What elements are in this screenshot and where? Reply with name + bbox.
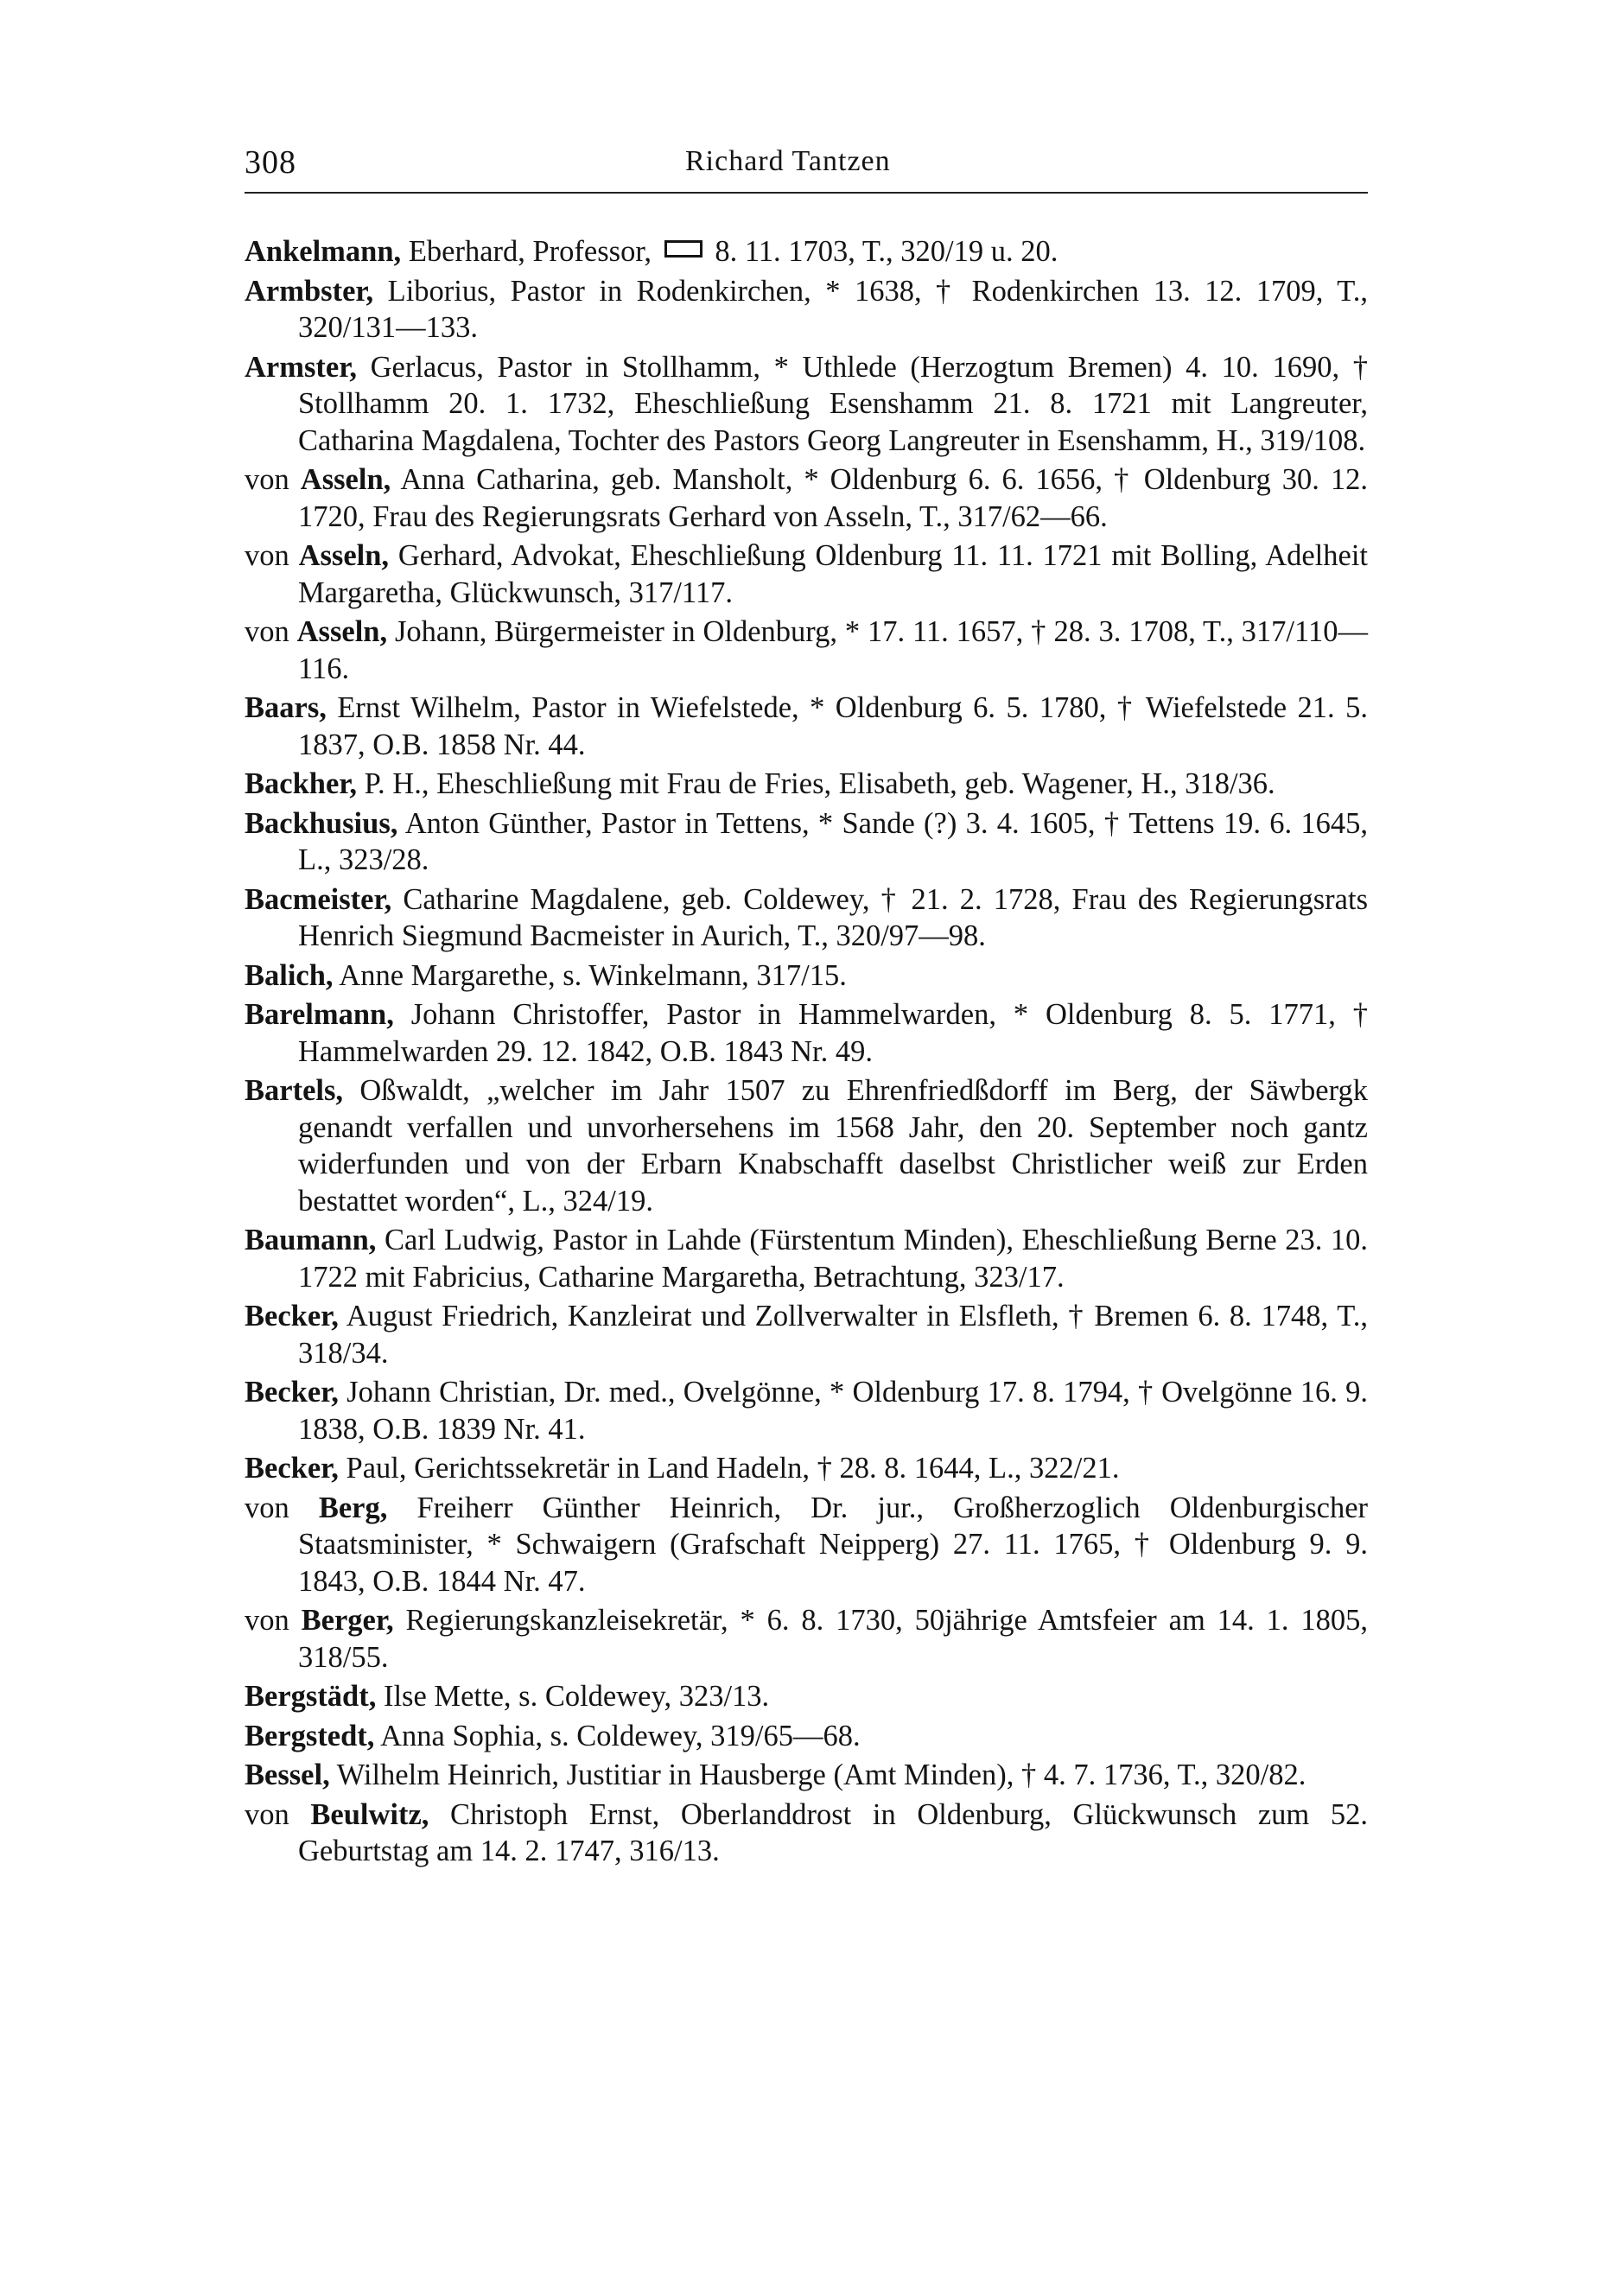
entry-text: Johann, Bürgermeister in Oldenburg, * 17. 11. 1657, † 28. 3. 1708, T., 317/110—116. [298, 615, 1368, 685]
entry-prefix: von [245, 539, 299, 572]
entry-text: Catharine Magdalene, geb. Coldewey, † 21. 2. 1728, Frau des Regierungsrats Henrich Siegmund Bacmeister in Aurich, T., 320/97—98. [298, 882, 1368, 952]
entry-surname: Balich, [245, 958, 334, 992]
register-entry [245, 1718, 1368, 1755]
entry-prefix: von [245, 1604, 302, 1637]
entry-text: Paul, Gerichtssekretär in Land Hadeln, † 28. 8. 1644, L., 322/21. [338, 1452, 1120, 1485]
entry-surname: Berger, [301, 1604, 394, 1637]
entry-prefix: von [245, 1491, 319, 1524]
entry-text: Liborius, Pastor in Rodenkirchen, * 1638, † Rodenkirchen 13. 12. 1709, T., 320/131—133. [298, 274, 1368, 344]
entry-surname: Baumann, [245, 1224, 377, 1256]
register-entry [245, 1298, 1368, 1371]
entry-prefix: von [245, 615, 297, 648]
entry-surname: Bergstädt, [245, 1680, 377, 1713]
entry-surname: Barelmann, [245, 998, 394, 1031]
entry-surname: Bessel, [245, 1759, 330, 1791]
register-entry [245, 1072, 1368, 1219]
entry-text: Anna Sophia, s. Coldewey, 319/65—68. [374, 1719, 861, 1752]
page-number: 308 [245, 144, 296, 181]
register-entry [245, 537, 1368, 611]
entry-text: Ernst Wilhelm, Pastor in Wiefelstede, * Oldenburg 6. 5. 1780, † Wiefelstede 21. 5. 1837, O.B. 1858 Nr. 44. [298, 691, 1368, 761]
register-entry [245, 614, 1368, 687]
register-entry [245, 957, 1368, 995]
entry-prefix: von [245, 1797, 311, 1831]
register-entry [245, 273, 1368, 347]
register-entry [245, 1490, 1368, 1600]
register-entry [245, 805, 1368, 879]
entry-text: Christoph Ernst, Oberlanddrost in Oldenburg, Glückwunsch zum 52. Geburtstag am 14. 2. 1747, 316/13. [298, 1797, 1369, 1867]
grave-symbol-icon [664, 240, 702, 258]
entry-text: Gerhard, Advokat, Eheschließung Oldenburg 11. 11. 1721 mit Bolling, Adelheit Margaretha, Glückwunsch, 317/117. [298, 539, 1369, 609]
entry-surname: Ankelmann, [245, 235, 402, 268]
running-head: Richard Tantzen [685, 145, 891, 177]
entry-surname: Becker, [245, 1376, 339, 1409]
entry-text: Ilse Mette, s. Coldewey, 323/13. [376, 1680, 770, 1713]
entry-surname: Backhusius, [245, 806, 398, 840]
entry-surname: Becker, [245, 1300, 339, 1332]
entry-text: Johann Christian, Dr. med., Ovelgönne, * Oldenburg 17. 8. 1794, † Ovelgönne 16. 9. 1838, O.B. 1839 Nr. 41. [298, 1376, 1368, 1446]
entry-surname: Baars, [245, 691, 327, 724]
entry-text: Gerlacus, Pastor in Stollhamm, * Uthlede (Herzogtum Bremen) 4. 10. 1690, † Stollhamm 20. 1. 1732, Eheschließung Esenshamm 21. 8. 1721 mit Langreuter, Catharina Magdalena, Tochter des Pastors Georg Langreuter in Esenshamm, H., 319/108. [298, 350, 1368, 457]
entry-text: Eberhard, Professor, [401, 235, 659, 268]
entry-text: 8. 11. 1703, T., 320/19 u. 20. [707, 235, 1058, 268]
register-entry [245, 1797, 1368, 1870]
entry-text: Anna Catharina, geb. Mansholt, * Oldenburg 6. 6. 1656, † Oldenburg 30. 12. 1720, Frau des Regierungsrats Gerhard von Asseln, T., 317/62—66. [298, 463, 1369, 533]
register-entry [245, 1374, 1368, 1447]
entry-surname: Beulwitz, [310, 1797, 429, 1831]
entry-surname: Backher, [245, 767, 358, 800]
entry-text: Wilhelm Heinrich, Justitiar in Hausberge (Amt Minden), † 4. 7. 1736, T., 320/82. [329, 1759, 1306, 1791]
header-rule [245, 192, 1368, 194]
entry-text: Johann Christoffer, Pastor in Hammelwarden, * Oldenburg 8. 5. 1771, † Hammelwarden 29. 12. 1842, O.B. 1843 Nr. 49. [298, 998, 1368, 1068]
entry-surname: Bartels, [245, 1074, 344, 1107]
entry-surname: Asseln, [300, 463, 391, 496]
entry-surname: Asseln, [298, 539, 390, 572]
register-entry [245, 233, 1368, 270]
register-entry [245, 766, 1368, 803]
register-entry [245, 461, 1368, 535]
entry-text: Carl Ludwig, Pastor in Lahde (Fürstentum Minden), Eheschließung Berne 23. 10. 1722 mit Fabricius, Catharine Margaretha, Betrachtung, 323/17. [298, 1224, 1368, 1294]
entry-surname: Armbster, [245, 274, 374, 308]
entry-text: Anne Margarethe, s. Winkelmann, 317/15. [333, 958, 847, 992]
entry-surname: Becker, [245, 1452, 339, 1485]
page-header [245, 138, 1368, 190]
register-entry [245, 1602, 1368, 1676]
register-entry [245, 996, 1368, 1070]
register-entry [245, 881, 1368, 955]
entry-text: Freiherr Günther Heinrich, Dr. jur., Großherzoglich Oldenburgischer Staatsminister, * Schwaigern (Grafschaft Neipperg) 27. 11. 1765, † Oldenburg 9. 9. 1843, O.B. 1844 Nr. 47. [298, 1491, 1369, 1598]
register-entry [245, 1757, 1368, 1794]
register-entry [245, 1222, 1368, 1295]
entry-prefix: von [245, 463, 301, 496]
register-entry [245, 690, 1368, 763]
entry-surname: Berg, [318, 1491, 388, 1524]
entry-surname: Bacmeister, [245, 882, 392, 916]
register-entry [245, 1450, 1368, 1487]
entry-surname: Bergstedt, [245, 1719, 375, 1752]
entry-text: August Friedrich, Kanzleirat und Zollverwalter in Elsfleth, † Bremen 6. 8. 1748, T., 318/34. [298, 1300, 1368, 1370]
entry-text: P. H., Eheschließung mit Frau de Fries, Elisabeth, geb. Wagener, H., 318/36. [357, 767, 1275, 800]
register-entry [245, 1678, 1368, 1715]
register-entry [245, 349, 1368, 460]
entry-text: Oßwaldt, „welcher im Jahr 1507 zu Ehrenfriedßdorff im Berg, der Säwbergk genandt verfallen und unvorhersehens im 1568 Jahr, den 20. September noch gantz widerfunden und von der Erbarn Knabschafft daselbst Christlicher weiß zur Erden bestattet worden“, L., 324/19. [298, 1074, 1368, 1218]
entry-surname: Asseln, [296, 615, 388, 648]
register-entries [245, 233, 1368, 1873]
entry-text: Regierungskanzleisekretär, * 6. 8. 1730, 50jährige Amtsfeier am 14. 1. 1805, 318/55. [298, 1604, 1368, 1674]
entry-text: Anton Günther, Pastor in Tettens, * Sande (?) 3. 4. 1605, † Tettens 19. 6. 1645, L., 323/28. [298, 806, 1368, 876]
entry-surname: Armster, [245, 350, 357, 384]
